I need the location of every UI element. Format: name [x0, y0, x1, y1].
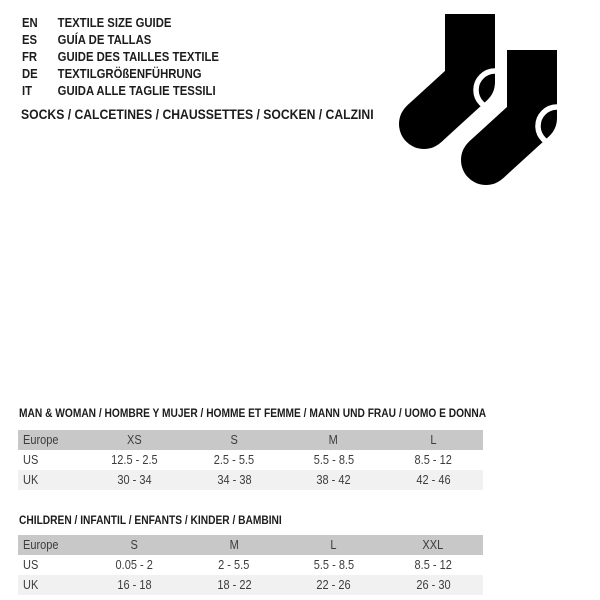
size-cell: 0.05 - 2 — [115, 558, 154, 572]
table-row-us — [18, 555, 483, 575]
column-header-region: Europe — [18, 430, 85, 450]
column-header-size: XS — [85, 430, 184, 450]
table-row-uk — [18, 575, 483, 595]
size-cell: 5.5 - 8.5 — [313, 558, 354, 572]
language-row — [22, 48, 219, 65]
table-row-uk — [18, 470, 483, 490]
language-list — [22, 14, 248, 99]
column-header-region: Europe — [18, 535, 85, 555]
size-cell: 2.5 - 5.5 — [213, 453, 255, 467]
socks-icon — [398, 8, 574, 193]
language-label: TEXTILE SIZE GUIDE — [57, 15, 172, 30]
table-title-children: CHILDREN / INFANTIL / ENFANTS / KINDER / BAMBINI — [19, 513, 282, 527]
header-row — [18, 535, 483, 555]
size-cell: 12.5 - 2.5 — [111, 453, 158, 467]
children-size-table — [18, 535, 483, 595]
language-row — [22, 82, 219, 99]
table-row-us — [18, 450, 483, 470]
language-label: GUIDA ALLE TAGLIE TESSILI — [57, 83, 216, 98]
language-label: TEXTILGRÖßENFÜHRUNG — [57, 66, 202, 81]
size-cell: 42 - 46 — [415, 473, 451, 487]
size-cell: 38 - 42 — [316, 473, 351, 487]
column-header-size: S — [85, 535, 184, 555]
size-cell: 18 - 22 — [216, 578, 252, 592]
size-cell: 2 - 5.5 — [218, 558, 250, 572]
region-cell: UK — [23, 578, 39, 592]
region-cell: US — [23, 453, 39, 467]
column-header-size: S — [184, 430, 284, 450]
language-row — [22, 31, 219, 48]
size-cell: 16 - 18 — [117, 578, 152, 592]
size-cell: 22 - 26 — [316, 578, 351, 592]
table-title-adult: MAN & WOMAN / HOMBRE Y MUJER / HOMME ET FEMME / MANN UND FRAU / UOMO E DONNA — [19, 406, 487, 420]
size-cell: 8.5 - 12 — [414, 453, 452, 467]
column-header-size: M — [284, 430, 383, 450]
language-label: GUÍA DE TALLAS — [57, 32, 152, 47]
language-code: EN — [22, 15, 38, 30]
language-row — [22, 14, 219, 31]
product-category-title: SOCKS / CALCETINES / CHAUSSETTES / SOCKEN / CALZINI — [21, 106, 374, 122]
language-row — [22, 65, 219, 82]
region-cell: UK — [23, 473, 39, 487]
size-cell: 8.5 - 12 — [414, 558, 452, 572]
language-code: FR — [22, 49, 38, 64]
column-header-size: L — [284, 535, 383, 555]
language-label: GUIDE DES TAILLES TEXTILE — [57, 49, 219, 64]
size-cell: 5.5 - 8.5 — [313, 453, 354, 467]
language-code: DE — [22, 66, 38, 81]
size-cell: 34 - 38 — [216, 473, 252, 487]
size-cell: 26 - 30 — [415, 578, 451, 592]
language-code: ES — [22, 32, 38, 47]
column-header-size: L — [383, 430, 483, 450]
region-cell: US — [23, 558, 39, 572]
size-cell: 30 - 34 — [117, 473, 152, 487]
column-header-size: XXL — [383, 535, 483, 555]
header-row — [18, 430, 483, 450]
column-header-size: M — [184, 535, 284, 555]
language-code: IT — [22, 83, 33, 98]
adult-size-table — [18, 430, 483, 490]
